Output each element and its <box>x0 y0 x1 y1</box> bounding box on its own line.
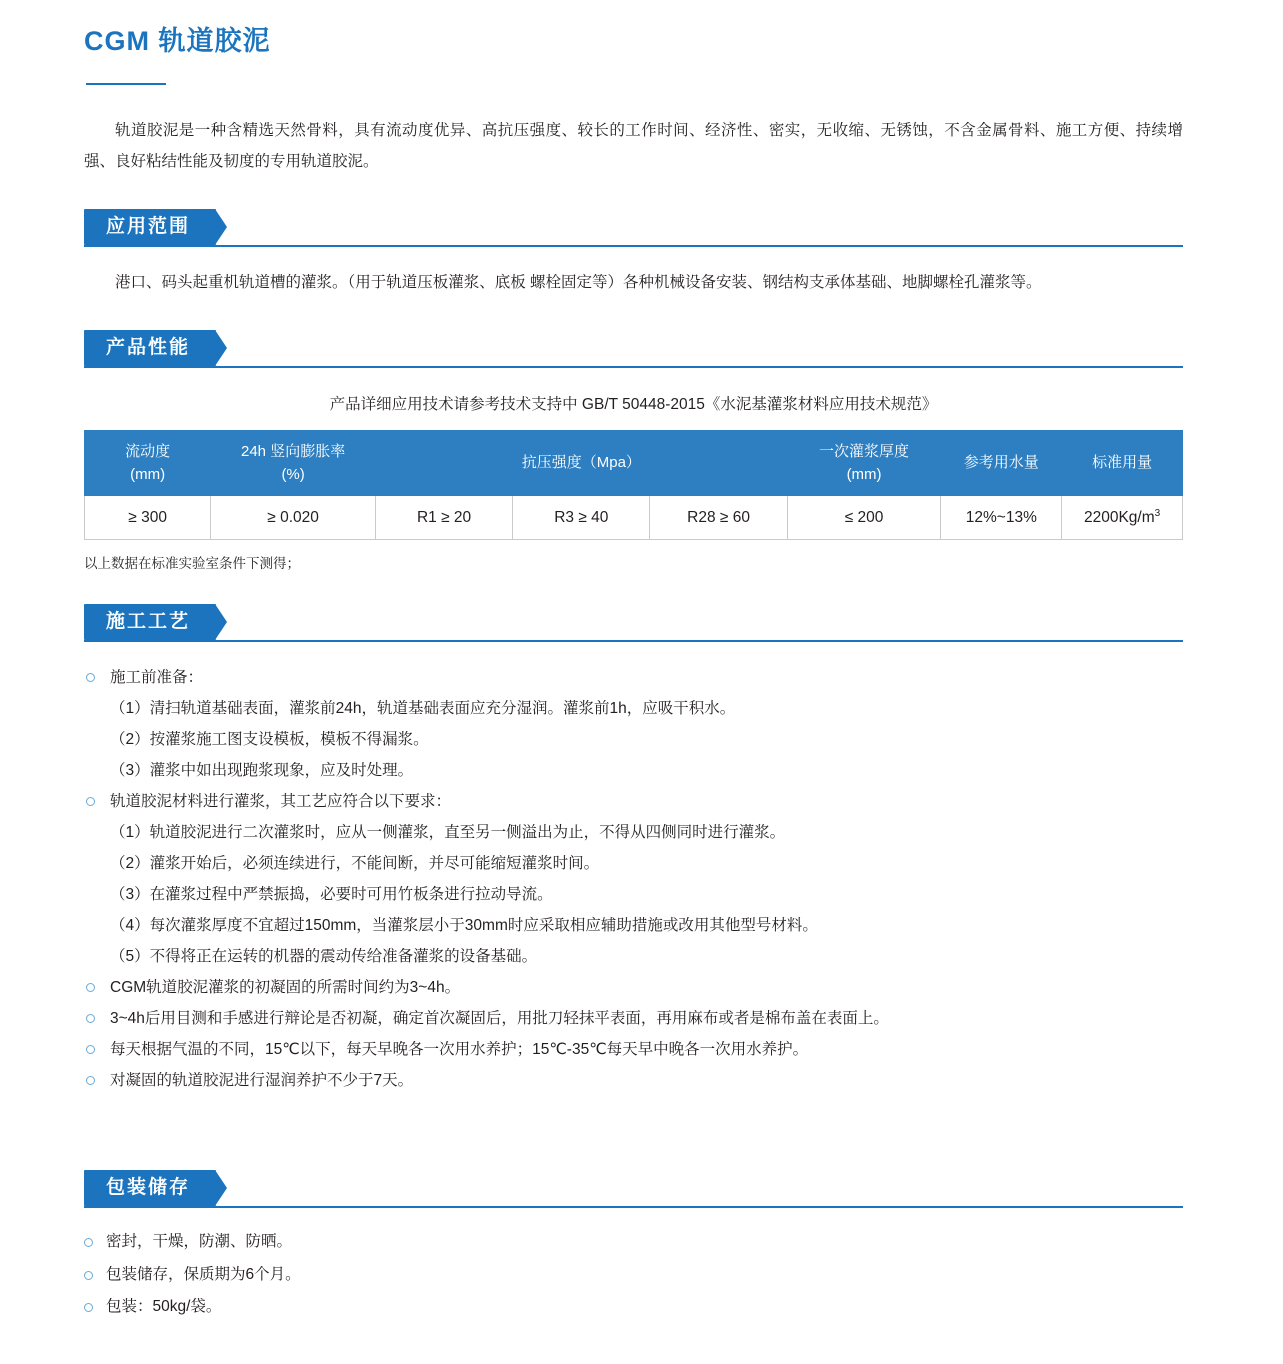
section-rule-packaging <box>84 1206 1183 1208</box>
list-item <box>84 972 1183 1003</box>
packaging-list <box>84 1226 1183 1324</box>
list-item-text: 轨道胶泥材料进行灌浆，其工艺应符合以下要求： <box>110 793 452 811</box>
list-item-text: （1）轨道胶泥进行二次灌浆时，应从一侧灌浆，直至另一侧溢出为止，不得从四侧同时进行灌浆。 <box>110 824 786 842</box>
circle-bullet-icon <box>84 1271 93 1280</box>
section-header-packaging <box>84 1170 1183 1210</box>
list-item <box>84 1226 1183 1259</box>
list-item-text: （2）灌浆开始后，必须连续进行，不能间断，并尽可能缩短灌浆时间。 <box>110 855 600 873</box>
list-item <box>84 817 1183 848</box>
section-rule-performance <box>84 366 1183 368</box>
process-list <box>84 662 1183 1096</box>
list-item <box>84 848 1183 879</box>
list-item-text: （4）每次灌浆厚度不宜超过150mm，当灌浆层小于30mm时应采取相应辅助措施或改用其他型号材料。 <box>110 917 818 935</box>
cell-water: 12%~13% <box>941 496 1062 540</box>
list-item <box>84 1065 1183 1096</box>
circle-bullet-icon <box>86 797 95 806</box>
header-flow <box>85 430 211 496</box>
cell-dosage-exponent: 3 <box>1154 508 1161 520</box>
performance-table <box>84 430 1183 541</box>
list-item <box>84 910 1183 941</box>
list-item <box>84 941 1183 972</box>
section-title-process: 施工工艺 <box>84 604 216 640</box>
list-item <box>84 755 1183 786</box>
header-water: 参考用水量 <box>941 430 1062 496</box>
header-thickness-line1: 一次灌浆厚度 <box>819 442 910 460</box>
header-dosage: 标准用量 <box>1062 430 1183 496</box>
cell-dosage <box>1062 496 1183 540</box>
list-item <box>84 1034 1183 1065</box>
list-item-text: （3）在灌浆过程中严禁振捣，必要时可用竹板条进行拉动导流。 <box>110 886 553 904</box>
header-thickness-line2: (mm) <box>846 465 882 483</box>
list-item <box>84 724 1183 755</box>
header-expansion <box>211 430 376 496</box>
list-item-text: 对凝固的轨道胶泥进行湿润养护不少于7天。 <box>110 1072 414 1090</box>
list-item-text: 包装储存，保质期为6个月。 <box>106 1265 301 1283</box>
list-item-text: （5）不得将正在运转的机器的震动传给准备灌浆的设备基础。 <box>110 948 538 966</box>
list-item <box>84 1291 1183 1324</box>
section-rule-process <box>84 640 1183 642</box>
circle-bullet-icon <box>86 983 95 992</box>
header-expansion-line1: 24h 竖向膨胀率 <box>241 442 346 460</box>
list-item-text: 包装：50kg/袋。 <box>106 1298 222 1316</box>
circle-bullet-icon <box>84 1303 93 1312</box>
circle-bullet-icon <box>86 1045 95 1054</box>
header-expansion-line2: (%) <box>281 465 305 483</box>
header-thickness <box>787 430 941 496</box>
circle-bullet-icon <box>86 1014 95 1023</box>
intro-paragraph: 轨道胶泥是一种含精选天然骨料，具有流动度优异、高抗压强度、较长的工作时间、经济性、密实，无收缩、无锈蚀，不含金属骨料、施工方便、持续增强、良好粘结性能及韧度的专用轨道胶泥。 <box>84 122 1183 171</box>
table-header-row <box>85 430 1183 496</box>
list-item-text: 3~4h后用目测和手感进行辩论是否初凝，确定首次凝固后，用批刀轻抹平表面，再用麻布或者是棉布盖在表面上。 <box>110 1010 889 1028</box>
list-item <box>84 879 1183 910</box>
performance-standard-note: 产品详细应用技术请参考技术支持中 GB/T 50448-2015《水泥基灌浆材料应用技术规范》 <box>329 396 938 414</box>
cell-r28: R28 ≥ 60 <box>650 496 787 540</box>
list-item <box>84 662 1183 693</box>
section-header-performance <box>84 330 1183 370</box>
section-title-performance: 产品性能 <box>84 330 216 366</box>
header-compressive-strength: 抗压强度（Mpa） <box>375 430 787 496</box>
cell-flow: ≥ 300 <box>85 496 211 540</box>
section-header-process <box>84 604 1183 644</box>
circle-bullet-icon <box>86 1076 95 1085</box>
cell-r1: R1 ≥ 20 <box>375 496 512 540</box>
table-row <box>85 496 1183 540</box>
page-title: CGM 轨道胶泥 <box>84 26 271 56</box>
header-flow-line2: (mm) <box>130 465 166 483</box>
section-title-packaging: 包装储存 <box>84 1170 216 1206</box>
section-header-application <box>84 209 1183 249</box>
cell-thickness: ≤ 200 <box>787 496 941 540</box>
cell-expansion: ≥ 0.020 <box>211 496 376 540</box>
list-item-text: （3）灌浆中如出现跑浆现象，应及时处理。 <box>110 762 414 780</box>
list-item <box>84 693 1183 724</box>
section-title-application: 应用范围 <box>84 209 216 245</box>
list-item-text: （2）按灌浆施工图支设模板，模板不得漏浆。 <box>110 731 429 749</box>
list-item-text: 密封，干燥，防潮、防晒。 <box>106 1233 293 1251</box>
performance-footnote: 以上数据在标准实验室条件下测得； <box>84 556 300 572</box>
section-spacer <box>84 1096 1183 1138</box>
circle-bullet-icon <box>84 1238 93 1247</box>
circle-bullet-icon <box>86 673 95 682</box>
header-flow-line1: 流动度 <box>125 442 171 460</box>
section-rule-application <box>84 245 1183 247</box>
list-item-text: CGM轨道胶泥灌浆的初凝固的所需时间约为3~4h。 <box>110 979 461 997</box>
list-item-text: 每天根据气温的不同，15℃以下，每天早晚各一次用水养护；15℃-35℃每天早中晚各一次用水养护。 <box>110 1041 809 1059</box>
list-item <box>84 786 1183 817</box>
cell-dosage-value: 2200Kg/m <box>1083 509 1155 527</box>
cell-r3: R3 ≥ 40 <box>513 496 650 540</box>
list-item-text: （1）清扫轨道基础表面，灌浆前24h，轨道基础表面应充分湿润。灌浆前1h，应吸干积水。 <box>110 700 736 718</box>
title-underline <box>86 83 166 85</box>
list-item <box>84 1259 1183 1292</box>
application-text: 港口、码头起重机轨道槽的灌浆。（用于轨道压板灌浆、底板 螺栓固定等）各种机械设备安装、钢结构支承体基础、地脚螺栓孔灌浆等。 <box>115 274 1042 292</box>
list-item <box>84 1003 1183 1034</box>
list-item-text: 施工前准备： <box>110 669 204 687</box>
